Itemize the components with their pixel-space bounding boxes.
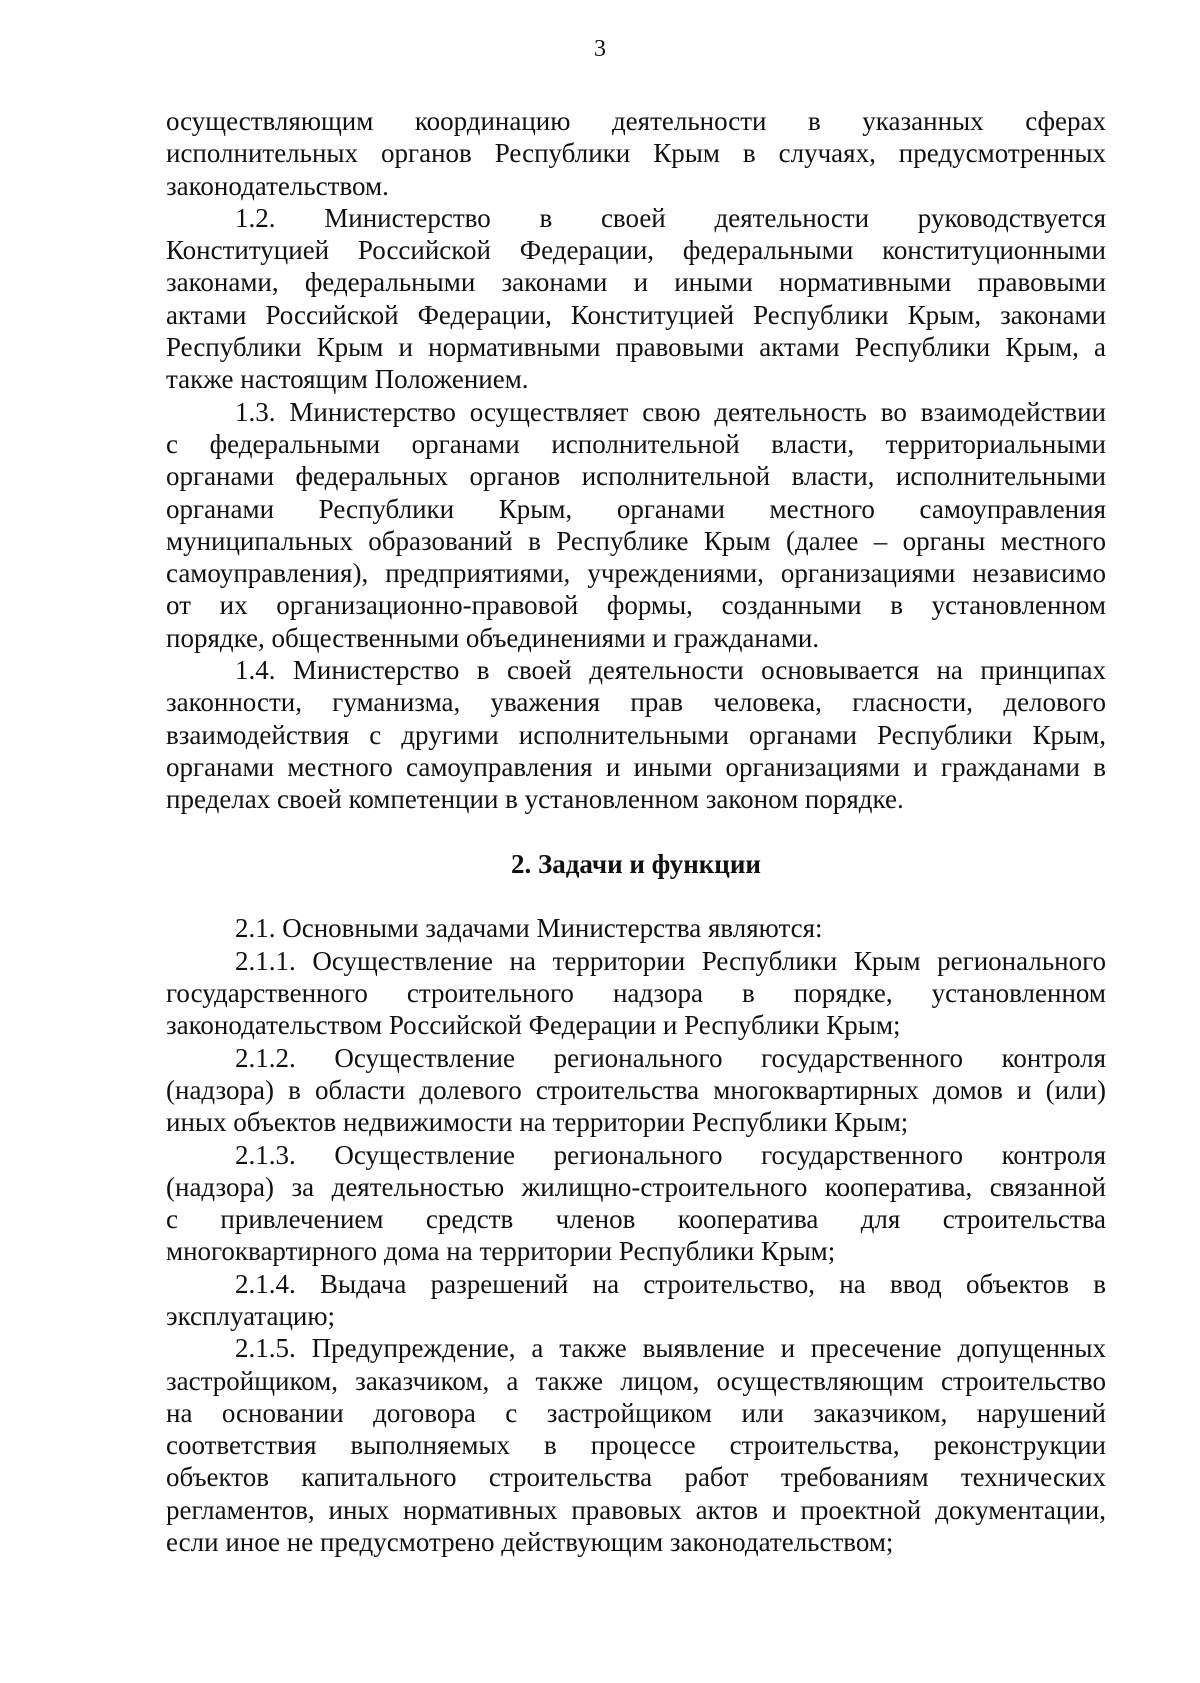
text-line: муниципальных образований в Республике Крым (далее – органы местного: [166, 525, 1106, 556]
paragraph-2-1-4-first-line: 2.1.4. Выдача разрешений на строительство, на ввод объектов в: [235, 1268, 1106, 1299]
spacer: [166, 816, 1106, 848]
text-line: самоуправления), предприятиями, учреждениями, организациями независимо: [166, 558, 1106, 589]
paragraph-1-4-first-line: 1.4. Министерство в своей деятельности основывается на принципах: [235, 655, 1106, 686]
text-line: иных объектов недвижимости на территории Республики Крым;: [166, 1107, 909, 1138]
text-line: с федеральными органами исполнительной власти, территориальными: [166, 428, 1106, 459]
text-line: органами федеральных органов исполнительной власти, исполнительными: [166, 461, 1106, 492]
paragraph-2-1-2-first-line: 2.1.2. Осуществление регионального государственного контроля: [235, 1042, 1106, 1073]
page-number: 3: [594, 36, 606, 62]
paragraph-2-1: 2.1. Основными задачами Министерства являются:: [235, 913, 823, 944]
text-line: эксплуатацию;: [166, 1300, 336, 1331]
paragraph-1-2-first-line: 1.2. Министерство в своей деятельности руководствуется: [235, 202, 1106, 233]
text-line: от их организационно-правовой формы, созданными в установленном: [166, 590, 1106, 621]
text-line: (надзора) в области долевого строительства многоквартирных домов и (или): [166, 1074, 1106, 1105]
text-line: Конституцией Российской Федерации, федеральными конституционными: [166, 235, 1106, 266]
text-line: государственного строительного надзора в порядке, установленном: [166, 978, 1106, 1009]
text-line: законодательством.: [166, 170, 389, 201]
paragraph-1-3-first-line: 1.3. Министерство осуществляет свою деятельность во взаимодействии: [235, 396, 1106, 427]
paragraph-2-1-5-first-line: 2.1.5. Предупреждение, а также выявление и пресечение допущенных: [235, 1333, 1106, 1364]
section-heading: 2. Задачи и функции: [511, 848, 761, 879]
text-line: органами местного самоуправления и иными организациями и гражданами в: [166, 751, 1106, 782]
text-line: осуществляющим координацию деятельности в указанных сферах: [166, 106, 1106, 136]
text-line: также настоящим Положением.: [166, 364, 529, 395]
text-line: пределах своей компетенции в установленном законом порядке.: [166, 784, 904, 815]
text-line: объектов капитального строительства работ требованиям технических: [166, 1462, 1106, 1493]
text-line: Республики Крым и нормативными правовыми актами Республики Крым, а: [166, 332, 1106, 363]
text-line: с привлечением средств членов кооператива для строительства: [166, 1204, 1106, 1235]
text-line: соответствия выполняемых в процессе строительства, реконструкции: [166, 1430, 1106, 1461]
text-line: застройщиком, заказчиком, а также лицом, осуществляющим строительство: [166, 1365, 1106, 1396]
text-line: законами, федеральными законами и иными нормативными правовыми: [166, 267, 1106, 298]
text-line: (надзора) за деятельностью жилищно-строительного кооператива, связанной: [166, 1171, 1106, 1202]
text-line: актами Российской Федерации, Конституцией Республики Крым, законами: [166, 299, 1106, 330]
text-line: законодательством Российской Федерации и Республики Крым;: [166, 1010, 901, 1041]
text-line: законности, гуманизма, уважения прав человека, гласности, делового: [166, 687, 1106, 718]
text-line: порядке, общественными объединениями и гражданами.: [166, 622, 820, 653]
spacer: [166, 880, 1106, 912]
text-line: органами Республики Крым, органами местного самоуправления: [166, 493, 1106, 524]
text-line: исполнительных органов Республики Крым в случаях, предусмотренных: [166, 138, 1106, 169]
text-line: на основании договора с застройщиком или заказчиком, нарушений: [166, 1397, 1106, 1428]
paragraph-2-1-1-first-line: 2.1.1. Осуществление на территории Республики Крым регионального: [235, 945, 1106, 976]
paragraph-2-1-3-first-line: 2.1.3. Осуществление регионального государственного контроля: [235, 1139, 1106, 1170]
document-body: [166, 105, 1106, 1558]
text-line: регламентов, иных нормативных правовых актов и проектной документации,: [166, 1494, 1106, 1525]
text-line: взаимодействия с другими исполнительными органами Республики Крым,: [166, 719, 1106, 750]
text-line: если иное не предусмотрено действующим законодательством;: [166, 1527, 894, 1558]
text-line: многоквартирного дома на территории Республики Крым;: [166, 1236, 836, 1267]
